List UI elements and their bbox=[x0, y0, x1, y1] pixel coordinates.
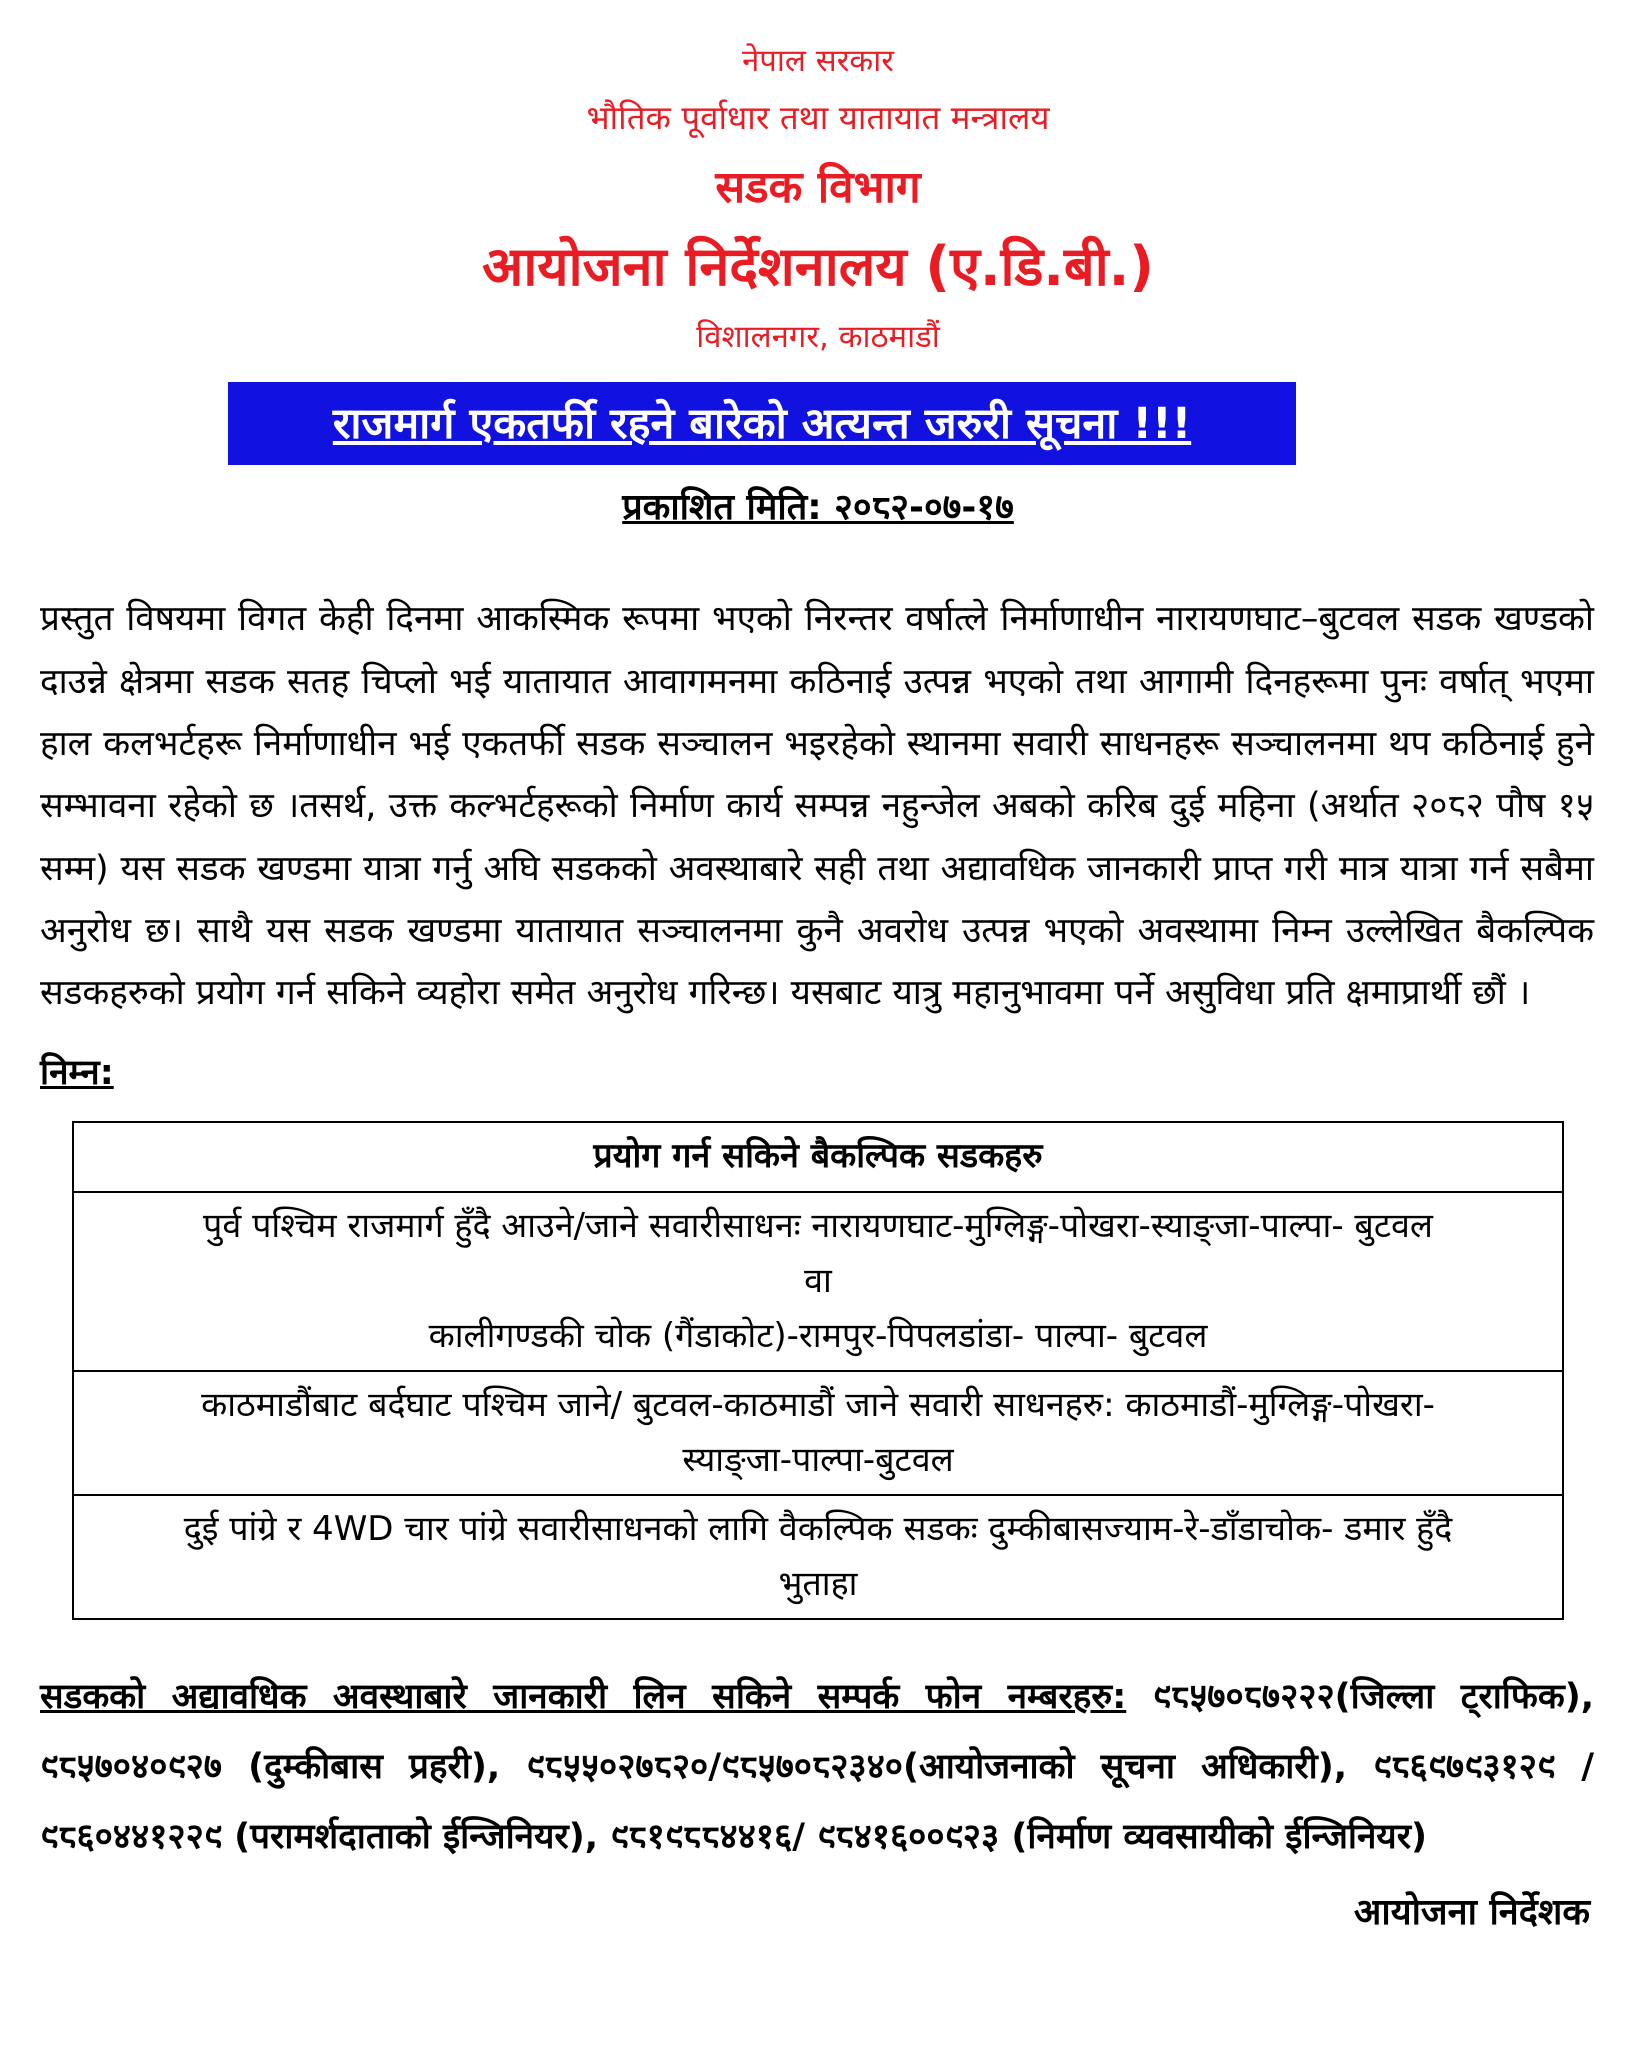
table-cell-east-west-highway bbox=[73, 1192, 1563, 1371]
following-label: निम्न: bbox=[40, 1053, 114, 1094]
route-line: पुर्व पश्चिम राजमार्ग हुँदै आउने/जाने सवारीसाधनः नारायणघाट-मुग्लिङ्ग-पोखरा-स्याङ्जा-पाल्पा- बुटवल bbox=[203, 1205, 1433, 1246]
following-label-row bbox=[40, 1048, 1636, 1095]
notice-title: राजमार्ग एकतर्फी रहने बारेको अत्यन्त जरुरी सूचना !!! bbox=[332, 399, 1192, 450]
contact-info-paragraph bbox=[40, 1662, 1594, 1872]
route-line: काठमाडौंबाट बर्दघाट पश्चिम जाने/ बुटवल-काठमाडौं जाने सवारी साधनहरु: काठमाडौं-मुग्लिङ्ग-पोखरा- bbox=[201, 1384, 1435, 1425]
contact-lead-label: सडकको अद्यावधिक अवस्थाबारे जानकारी लिन सकिने सम्पर्क फोन नम्बरहरु: bbox=[40, 1677, 1127, 1718]
ministry-name: भौतिक पूर्वाधार तथा यातायात मन्त्रालय bbox=[586, 97, 1050, 137]
table-header-row bbox=[73, 1122, 1563, 1191]
urgent-notice-banner bbox=[228, 382, 1296, 465]
table-cell-kathmandu-butwal bbox=[73, 1371, 1563, 1495]
table-row bbox=[73, 1192, 1563, 1371]
office-address: विशालनगर, काठमाडौं bbox=[696, 318, 940, 355]
department-name: सडक विभाग bbox=[715, 162, 921, 213]
table-row bbox=[73, 1495, 1563, 1619]
table-cell-two-wheeler-4wd bbox=[73, 1495, 1563, 1619]
government-name: नेपाल सरकार bbox=[742, 43, 894, 79]
table-row bbox=[73, 1371, 1563, 1495]
published-date: प्रकाशित मिति: २०८२-०७-१७ bbox=[622, 487, 1014, 529]
route-line: दुई पांग्रे र 4WD चार पांग्रे सवारीसाधनको लागि वैकल्पिक सडकः दुम्कीबासज्याम-रे-डाँडाचोक- डमार हुँदै bbox=[183, 1508, 1453, 1549]
table-header-cell: प्रयोग गर्न सकिने बैकल्पिक सडकहरु bbox=[73, 1122, 1563, 1191]
letterhead bbox=[0, 0, 1636, 356]
notice-body-paragraph: प्रस्तुत विषयमा विगत केही दिनमा आकस्मिक रूपमा भएको निरन्तर वर्षात्ले निर्माणाधीन नारायणघाट–बुटवल सडक खण्डको दाउन्ने क्षेत्रमा सडक सतह चिप्लो भई यातायात आवागमनमा कठिनाई उत्पन्न भएको तथा आगामी दिनहरूमा पुनः वर्षात् भएमा हाल कलभर्टहरू निर्माणाधीन भई एकतर्फी सडक सञ्चालन भइरहेको स्थानमा सवारी साधनहरू सञ्चालनमा थप कठिनाई हुने सम्भावना रहेको छ ।तसर्थ, उक्त कल्भर्टहरूको निर्माण कार्य सम्पन्न नहुन्जेल अबको करिब दुई महिना (अर्थात २०८२ पौष १५ सम्म) यस सडक खण्डमा यात्रा गर्नु अघि सडकको अवस्थाबारे सही तथा अद्यावधिक जानकारी प्राप्त गरी मात्र यात्रा गर्न सबैमा अनुरोध छ। साथै यस सडक खण्डमा यातायात सञ्चालनमा कुनै अवरोध उत्पन्न भएको अवस्थामा निम्न उल्लेखित बैकल्पिक सडकहरुको प्रयोग गर्न सकिने व्यहोरा समेत अनुरोध गरिन्छ। यसबाट यात्रु महानुभावमा पर्ने असुविधा प्रति क्षमाप्रार्थी छौं । bbox=[40, 599, 1594, 1014]
contact-phone-numbers: ९८५७०८७२२२(जिल्ला ट्राफिक), ९८५७०४०९२७ (दुम्कीबास प्रहरी), ९८५५०२७८२०/९८५७०८२३४०(आयोजनाको सूचना अधिकारी), ९८६९७९३१२९ / ९८६०४४१२२९ (परामर्शदाताको ईन्जिनियर), ९८१९८८४४१६/ ९८४१६००९२३ (निर्माण व्यवसायीको ईन्जिनियर) bbox=[40, 1677, 1594, 1858]
route-or-separator: वा bbox=[804, 1260, 832, 1301]
signature-title bbox=[0, 1886, 1636, 1935]
directorate-name: आयोजना निर्देशनालय (ए.डि.बी.) bbox=[482, 234, 1154, 298]
alternative-roads-table bbox=[72, 1121, 1564, 1620]
route-line: कालीगण्डकी चोक (गैंडाकोट)-रामपुर-पिपलडांडा- पाल्पा- बुटवल bbox=[428, 1315, 1208, 1356]
project-director-label: आयोजना निर्देशक bbox=[1353, 1892, 1590, 1934]
route-line: स्याङ्जा-पाल्पा-बुटवल bbox=[682, 1439, 954, 1480]
published-date-row bbox=[0, 481, 1636, 530]
route-line: भुताहा bbox=[778, 1563, 858, 1604]
